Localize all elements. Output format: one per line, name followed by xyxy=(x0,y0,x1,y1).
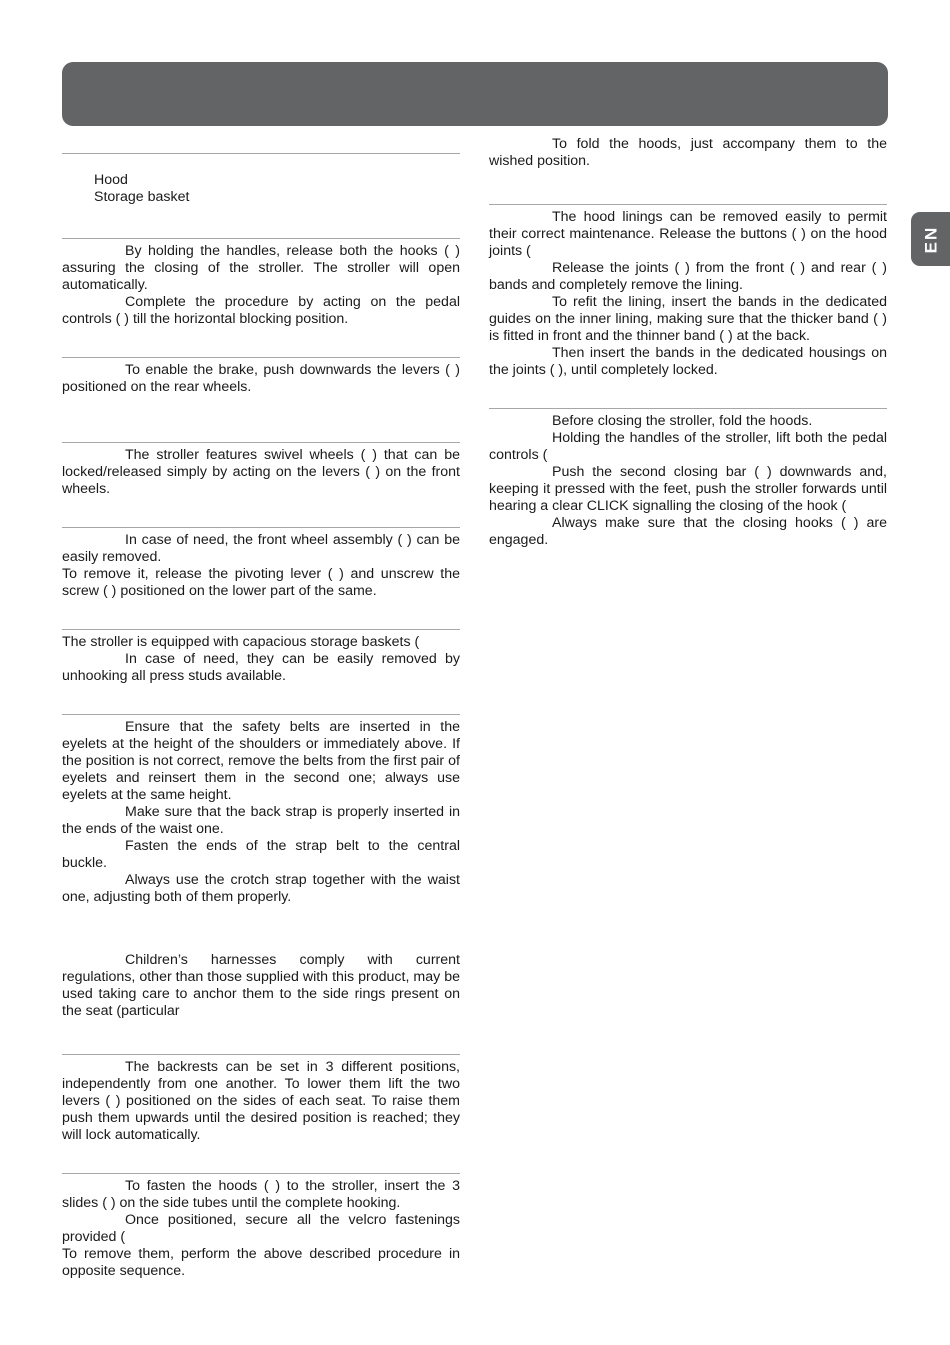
section-rule xyxy=(62,1054,460,1055)
paragraph: Once positioned, secure all the velcro fastenings provided ( xyxy=(62,1212,460,1245)
section-rule xyxy=(489,408,887,409)
section-rule xyxy=(62,1173,460,1174)
paragraph: In case of need, the front wheel assembly ( ) can be easily removed. xyxy=(62,532,460,565)
section-backrest xyxy=(62,1054,460,1144)
paragraph: Ensure that the safety belts are inserted in the eyelets at the height of the shoulders or immediately above. If the position is not correct, remove the belts from the first pair of eyelets and reinsert them in the second one; always use eyelets at the same height. xyxy=(62,719,460,803)
section-rule xyxy=(62,714,460,715)
paragraph: To enable the brake, push downwards the levers ( ) positioned on the rear wheels. xyxy=(62,362,460,395)
paragraph: Before closing the stroller, fold the hoods. xyxy=(552,413,813,429)
paragraph: The stroller features swivel wheels ( ) that can be locked/released simply by acting on the levers ( ) on the front wheels. xyxy=(62,447,460,497)
paragraph: Release the joints ( ) from the front ( ) and rear ( ) bands and completely remove the lining. xyxy=(489,260,887,293)
section-hoods-fastening xyxy=(62,1173,460,1280)
section-safety-belts xyxy=(62,714,460,906)
language-tab-label: EN xyxy=(921,225,940,253)
paragraph: In case of need, they can be easily removed by unhooking all press studs available. xyxy=(62,651,460,684)
paragraph: Children’s harnesses comply with current regulations, other than those supplied with this product, may be used taking care to anchor them to the side rings present on the seat (particular xyxy=(62,952,460,1019)
language-tab xyxy=(911,212,950,266)
paragraph: Push the second closing bar ( ) downwards and, keeping it pressed with the feet, push the stroller forwards until hearing a clear CLICK signalling the closing of the hook ( xyxy=(489,464,887,514)
paragraph: Complete the procedure by acting on the pedal controls ( ) till the horizontal blocking position. xyxy=(62,294,460,327)
section-components xyxy=(62,153,460,206)
section-opening xyxy=(62,238,460,328)
paragraph: Holding the handles of the stroller, lift both the pedal controls ( xyxy=(489,430,887,463)
paragraph: The stroller is equipped with capacious storage baskets ( xyxy=(62,634,420,650)
section-storage-baskets xyxy=(62,629,460,685)
paragraph: To remove it, release the pivoting lever ( ) and unscrew the screw ( ) positioned on the lower part of the same. xyxy=(62,566,460,599)
paragraph: By holding the handles, release both the hooks ( ) assuring the closing of the stroller. The stroller will open automatically. xyxy=(62,243,460,293)
section-rule xyxy=(62,238,460,239)
paragraph: Always make sure that the closing hooks ( ) are engaged. xyxy=(489,515,887,548)
section-rule xyxy=(62,629,460,630)
paragraph: Then insert the bands in the dedicated housings on the joints ( ), until completely locked. xyxy=(489,345,887,378)
component-item: Storage basket xyxy=(94,189,190,205)
paragraph: Always use the crotch strap together with the waist one, adjusting both of them properly. xyxy=(62,872,460,905)
section-harnesses xyxy=(62,952,460,1020)
paragraph: The backrests can be set in 3 different positions, independently from one another. To lower them lift the two levers ( ) positioned on the sides of each seat. To raise them push them upwards until the desired position is reached; they will lock automatically. xyxy=(62,1059,460,1143)
header-bar xyxy=(62,62,888,126)
component-item: Hood xyxy=(94,172,128,188)
paragraph: Make sure that the back strap is properly inserted in the ends of the waist one. xyxy=(62,804,460,837)
section-hood-linings xyxy=(489,204,887,379)
paragraph: To refit the lining, insert the bands in the dedicated guides on the inner lining, making sure that the thicker band ( ) is fitted in front and the thinner band ( ) at the back. xyxy=(489,294,887,344)
section-brake xyxy=(62,357,460,396)
paragraph: Fasten the ends of the strap belt to the central buckle. xyxy=(62,838,460,871)
section-rule xyxy=(62,153,460,154)
section-swivel-wheels xyxy=(62,442,460,498)
paragraph: To fasten the hoods ( ) to the stroller, insert the 3 slides ( ) on the side tubes until the complete hooking. xyxy=(62,1178,460,1211)
section-closing xyxy=(489,408,887,549)
section-rule xyxy=(62,442,460,443)
paragraph: The hood linings can be removed easily to permit their correct maintenance. Release the buttons ( ) on the hood joints ( xyxy=(489,209,887,259)
section-rule xyxy=(62,527,460,528)
section-rule xyxy=(489,204,887,205)
paragraph: To remove them, perform the above described procedure in opposite sequence. xyxy=(62,1246,460,1279)
section-front-wheel xyxy=(62,527,460,600)
section-rule xyxy=(62,357,460,358)
section-hood-folding xyxy=(489,136,887,170)
paragraph: To fold the hoods, just accompany them to the wished position. xyxy=(489,136,887,169)
